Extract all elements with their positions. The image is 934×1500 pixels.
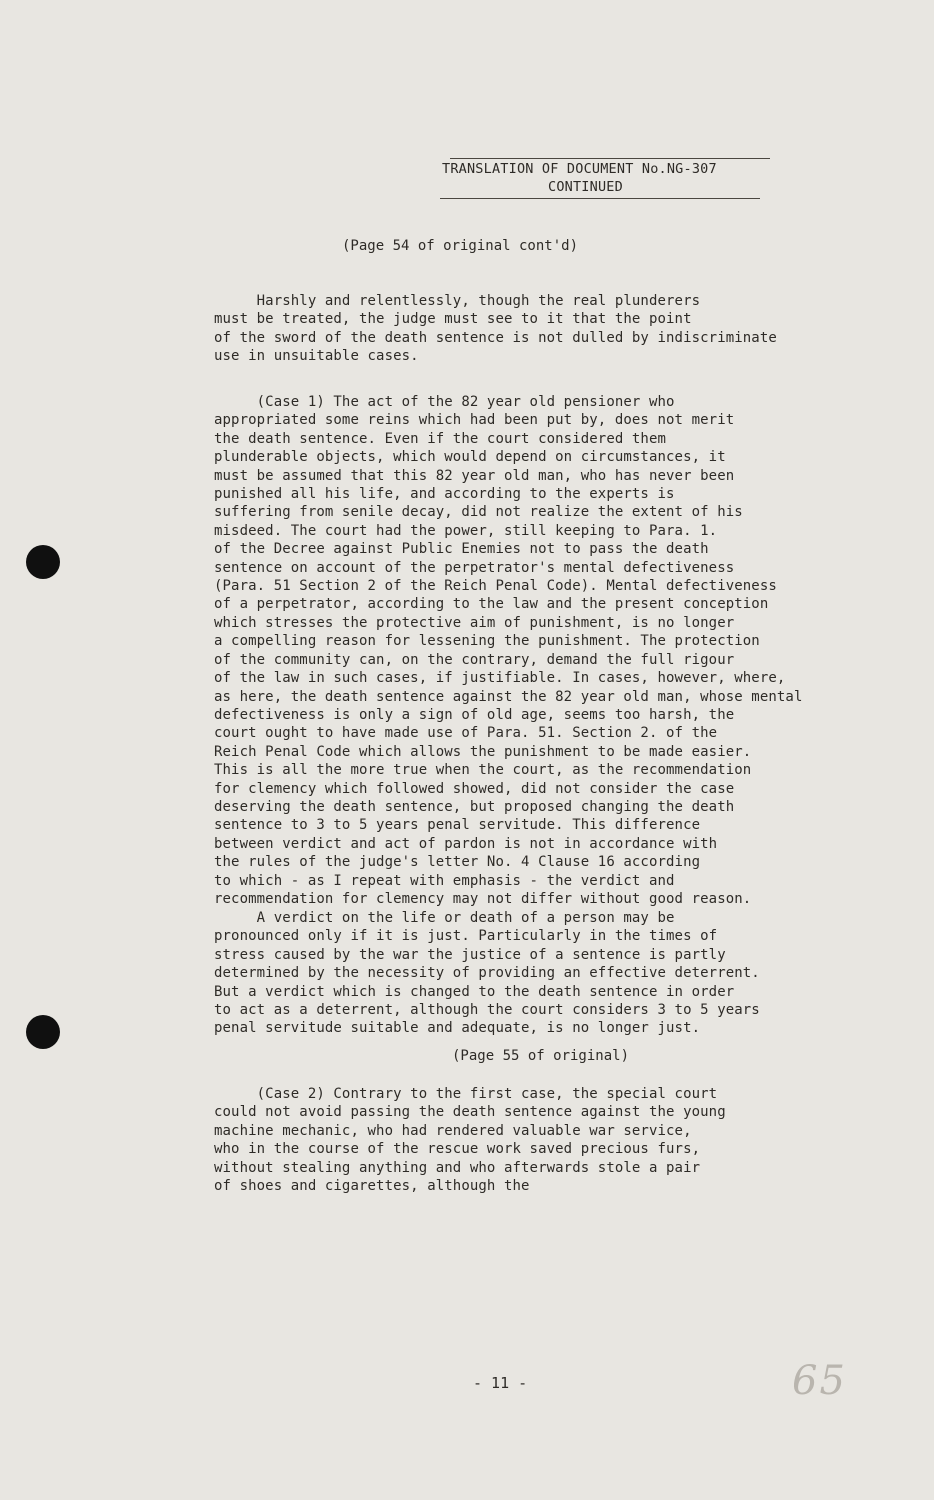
text-line: of the Decree against Public Enemies not to pass the death: [214, 541, 709, 558]
header-rule-top: [450, 158, 770, 159]
punch-hole-upper: [26, 545, 60, 579]
text-line: machine mechanic, who had rendered valuable war service,: [214, 1122, 692, 1139]
page-number: - 11 -: [473, 1374, 528, 1392]
header-title: TRANSLATION OF DOCUMENT No.NG-307: [442, 161, 717, 177]
text-line: stress caused by the war the justice of a sentence is partly: [214, 946, 726, 963]
text-line: penal servitude suitable and adequate, is no longer just.: [214, 1020, 701, 1037]
text-line: determined by the necessity of providing an effective deterrent.: [214, 965, 760, 982]
text-line: must be assumed that this 82 year old man, who has never been: [214, 467, 735, 484]
text-line: punished all his life, and according to the experts is: [214, 486, 675, 503]
text-line: suffering from senile decay, did not realize the extent of his: [214, 504, 743, 521]
text-line: A verdict on the life or death of a person may be: [214, 910, 675, 926]
text-line: misdeed. The court had the power, still keeping to Para. 1.: [214, 522, 718, 539]
page-reference-54: (Page 54 of original cont'd): [342, 238, 579, 254]
text-line: defectiveness is only a sign of old age, seems too harsh, the: [214, 706, 735, 723]
text-line: (Para. 51 Section 2 of the Reich Penal Code). Mental defectiveness: [214, 578, 777, 595]
text-line: who in the course of the rescue work saved precious furs,: [214, 1141, 701, 1158]
text-line: Reich Penal Code which allows the punishment to be made easier.: [214, 743, 752, 760]
paragraph-verdict-justice: [214, 909, 904, 1038]
text-line: of the community can, on the contrary, demand the full rigour: [214, 651, 735, 668]
text-line: to which - as I repeat with emphasis - the verdict and: [214, 872, 675, 889]
text-line: for clemency which followed showed, did not consider the case: [214, 780, 735, 797]
text-line: between verdict and act of pardon is not in accordance with: [214, 835, 718, 852]
folio-number: 65: [792, 1358, 847, 1404]
paragraph-case-1: [214, 393, 904, 908]
page-reference-55: (Page 55 of original): [452, 1048, 630, 1064]
text-line: pronounced only if it is just. Particularly in the times of: [214, 928, 718, 945]
paragraph-case-2: [214, 1085, 904, 1195]
text-line: (Case 2) Contrary to the first case, the special court: [214, 1086, 718, 1102]
text-line: as here, the death sentence against the 82 year old man, whose mental: [214, 688, 803, 705]
text-line: (Case 1) The act of the 82 year old pensioner who: [214, 394, 675, 410]
text-line: But a verdict which is changed to the death sentence in order: [214, 983, 735, 1000]
paragraph-intro: [214, 292, 904, 366]
text-line: of the law in such cases, if justifiable. In cases, however, where,: [214, 670, 786, 687]
text-line: This is all the more true when the court, as the recommendation: [214, 762, 752, 779]
text-line: which stresses the protective aim of punishment, is no longer: [214, 614, 735, 631]
text-line: of a perpetrator, according to the law and the present conception: [214, 596, 769, 613]
text-line: a compelling reason for lessening the punishment. The protection: [214, 633, 760, 650]
text-line: recommendation for clemency may not differ without good reason.: [214, 890, 752, 907]
text-line: the death sentence. Even if the court considered them: [214, 430, 667, 447]
text-line: court ought to have made use of Para. 51. Section 2. of the: [214, 725, 718, 742]
header-subtitle: CONTINUED: [548, 179, 623, 195]
punch-hole-lower: [26, 1015, 60, 1049]
text-line: could not avoid passing the death sentence against the young: [214, 1104, 726, 1121]
header-rule-bottom: [440, 198, 760, 199]
text-line: of shoes and cigarettes, although the: [214, 1178, 530, 1195]
text-line: the rules of the judge's letter No. 4 Clause 16 according: [214, 854, 701, 871]
text-line: plunderable objects, which would depend on circumstances, it: [214, 449, 726, 466]
text-line: appropriated some reins which had been put by, does not merit: [214, 412, 735, 429]
text-line: to act as a deterrent, although the court considers 3 to 5 years: [214, 1002, 760, 1019]
text-line: without stealing anything and who afterwards stole a pair: [214, 1159, 701, 1176]
text-line: use in unsuitable cases.: [214, 348, 419, 365]
text-line: sentence to 3 to 5 years penal servitude. This difference: [214, 817, 701, 834]
text-line: deserving the death sentence, but proposed changing the death: [214, 798, 735, 815]
text-line: of the sword of the death sentence is not dulled by indiscriminate: [214, 329, 777, 346]
text-line: must be treated, the judge must see to it that the point: [214, 311, 692, 328]
text-line: Harshly and relentlessly, though the real plunderers: [214, 293, 701, 309]
text-line: sentence on account of the perpetrator's mental defectiveness: [214, 559, 735, 576]
document-header: [440, 158, 770, 199]
